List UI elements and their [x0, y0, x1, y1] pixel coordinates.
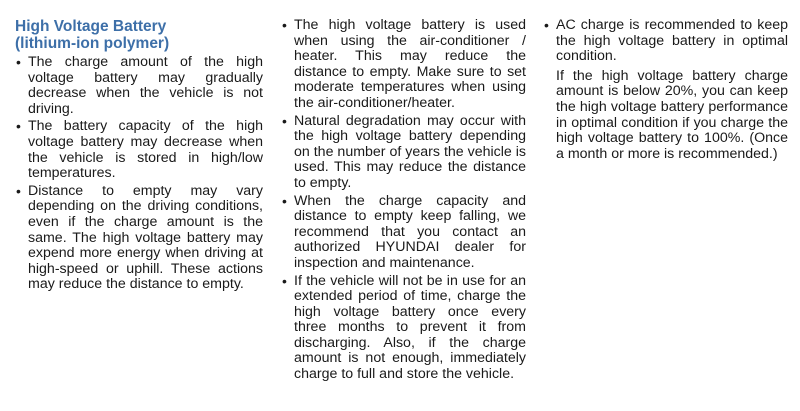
- section-title-line-2: (lithium-ion polymer): [15, 35, 170, 52]
- bullet-text: AC charge is recommended to keep the high voltage battery in optimal condition.: [556, 17, 788, 65]
- bullet-text: Natural degradation may occur with the high voltage battery depending on the number of years the vehicle is used. This may reduce the distance to empty.: [294, 112, 526, 191]
- bullet-list-col2: [281, 18, 526, 383]
- bullet-icon: •: [16, 182, 21, 199]
- bullet-icon: •: [282, 112, 287, 129]
- column-2: [281, 18, 526, 385]
- bullet-icon: •: [16, 54, 21, 70]
- bullet-text: When the charge capacity and distance to empty keep falling, we recommend that you contact an authorized HYUNDAI dealer for inspection and maintenance.: [294, 192, 526, 271]
- bullet-item: [15, 184, 263, 293]
- bullet-icon: •: [282, 272, 287, 289]
- bullet-item: [281, 114, 526, 192]
- column-3: [543, 18, 788, 162]
- bullet-text: The battery capacity of the high voltage battery may decrease when the vehicle is stored in high/low temperatures.: [28, 118, 263, 182]
- bullet-list-col3: [543, 18, 788, 65]
- bullet-icon: •: [16, 118, 21, 135]
- bullet-list-col1: [15, 55, 263, 293]
- bullet-text: Distance to empty may vary depending on the driving conditions, even if the charge amount is the same. The high voltage battery may expend more energy when driving at high-speed or uphill. These actions may reduce the distance to empty.: [28, 182, 263, 293]
- bullet-item: [543, 18, 788, 65]
- column-1: [15, 18, 263, 295]
- bullet-item: [15, 119, 263, 181]
- bullet-item: [281, 194, 526, 272]
- section-title-line-1: High Voltage Battery: [15, 18, 167, 35]
- bullet-icon: •: [544, 17, 549, 33]
- bullet-text: If the vehicle will not be in use for an extended period of time, charge the high voltage battery once every three months to prevent it from discharging. Also, if the charge amount is not enough, immediately charge to full and store the vehicle.: [294, 272, 526, 383]
- bullet-item: [281, 18, 526, 112]
- bullet-icon: •: [282, 192, 287, 209]
- section-title: [15, 18, 263, 52]
- bullet-icon: •: [282, 17, 287, 33]
- bullet-item: [281, 274, 526, 383]
- bullet-text: The charge amount of the high voltage battery may gradually decrease when the vehicle is not driving.: [28, 54, 263, 117]
- bullet-text: The high voltage battery is used when using the air-conditioner / heater. This may reduce the distance to empty. Make sure to set moderate temperatures when using the air-conditioner/heater.: [294, 17, 526, 111]
- sub-paragraph: If the high voltage battery charge amount is below 20%, you can keep the high voltage battery performance in optimal condition if you charge the high voltage battery to 100%. (Once a month or more is recommended.): [556, 67, 788, 162]
- bullet-item: [15, 55, 263, 117]
